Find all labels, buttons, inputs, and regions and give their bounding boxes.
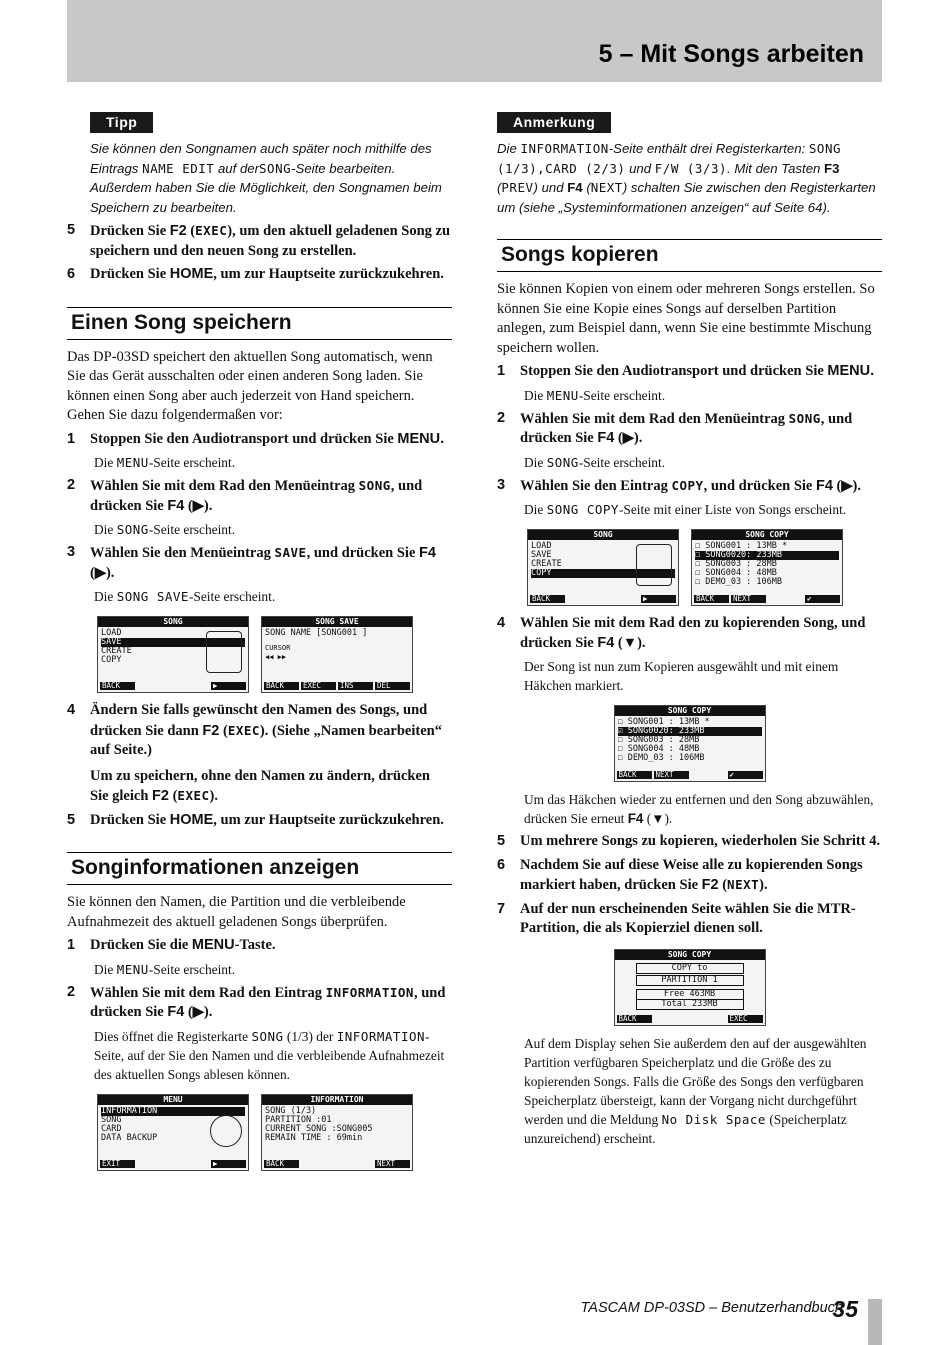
step-result: [524, 1034, 882, 1148]
key-code: EXEC: [177, 788, 210, 803]
right-column: [497, 112, 882, 1152]
step-result: [524, 790, 882, 828]
key-code: COPY: [671, 477, 704, 493]
step-text: (▶).: [187, 1004, 213, 1020]
key-label: F2: [152, 788, 169, 804]
result-code: SONG: [116, 522, 149, 537]
lcd-row: SONG (1/3): [265, 1105, 317, 1116]
step-number: 1: [67, 937, 76, 953]
step-text: , und drücken Sie: [90, 984, 446, 1020]
lcd-information: [261, 1094, 413, 1171]
lcd-row: ☐ SONG001 : 13MB *: [695, 541, 788, 551]
lcd-fkey: EXIT: [100, 1160, 135, 1168]
step-text: Wählen Sie mit dem Rad den Menüeintrag: [90, 478, 356, 494]
step-text: (▶).: [90, 564, 115, 581]
step-text: ), um den aktuell geladenen Song zu speichern und den neuen Song zu erstellen.: [90, 223, 451, 259]
key-label: F4: [816, 477, 833, 494]
lcd-function-bar: [264, 1160, 410, 1168]
step-number: 5: [67, 811, 76, 828]
step-text: Ändern Sie falls gewünscht den Namen des Songs, und drücken Sie dann: [90, 702, 428, 739]
lcd-rows: [262, 627, 412, 664]
lcd-fkey-empty: [137, 1160, 172, 1168]
step-text: ). (Siehe „Namen bearbeiten“ auf Seite.): [90, 722, 442, 758]
lcd-song-copy-checked: [614, 705, 766, 782]
result-code: SONG: [251, 1028, 284, 1044]
tip-text: Sie können den Songnamen auch später noch mithilfe des: [90, 141, 432, 156]
lcd-row: COPY to: [636, 963, 744, 974]
step-item: [67, 936, 452, 956]
lcd-fkey: ▶: [211, 1160, 246, 1168]
step-number: 4: [497, 615, 506, 631]
lcd-song-menu-copy: [527, 529, 679, 606]
step-text: , und drücken Sie: [306, 545, 416, 561]
key-label: MENU.: [827, 363, 875, 379]
page-number: 35: [832, 1296, 858, 1322]
note-text: und: [629, 160, 652, 176]
step-item: [67, 983, 452, 1023]
info-icon: [210, 1115, 242, 1147]
step-number: 4: [67, 702, 76, 718]
tip-code: SONG: [259, 160, 292, 176]
result-text: Dies öffnet die Registerkarte: [94, 1028, 249, 1044]
step-text: Drücken Sie die: [90, 937, 189, 953]
key-label: MENU: [191, 937, 235, 953]
step-text: Wählen Sie den Menüeintrag: [90, 545, 271, 561]
step-item: [67, 543, 452, 583]
lcd-function-bar: [264, 682, 410, 690]
result-code: SONG: [546, 454, 579, 470]
tip-note: [90, 139, 452, 217]
result-text: -Seite erscheint.: [148, 961, 236, 977]
note-code: SONG (1/3),CARD (2/3): [497, 141, 841, 176]
step-number: 6: [67, 266, 76, 282]
step-number: 3: [497, 476, 506, 493]
step-item: [67, 430, 452, 450]
lcd-row: CURRENT SONG :SONG005: [265, 1123, 373, 1134]
result-text: Die: [524, 502, 544, 517]
step-result: [524, 500, 882, 519]
lcd-title: SONG COPY: [692, 530, 842, 540]
key-label: F4: [167, 497, 185, 514]
lcd-song-copy-to: [614, 949, 766, 1026]
step-text: Wählen Sie mit dem Rad den zu kopierenden Song, und drücken Sie: [520, 615, 866, 651]
result-text: (Speicherplatz unzureichend) erscheint.: [524, 1111, 847, 1146]
result-text: -Seite erscheint.: [188, 589, 276, 604]
result-text: Die: [94, 522, 114, 537]
result-text: Die: [94, 589, 114, 604]
lcd-rows: [262, 1105, 412, 1145]
tip-text: -Seite bearbeiten.: [291, 160, 396, 176]
step-text: Drücken Sie: [90, 223, 167, 239]
step-text: Drücken Sie: [90, 266, 167, 282]
lcd-title: SONG COPY: [615, 706, 765, 716]
page-tab: [868, 1299, 882, 1345]
lcd-row: ☐ DEMO_03 : 106MB: [695, 577, 782, 587]
screenshot-row: [497, 949, 882, 1026]
lcd-row: ☐ SONG003 : 28MB: [695, 559, 777, 569]
lcd-song-menu: [97, 616, 249, 693]
step-text: , und drücken Sie: [520, 410, 853, 446]
step-number: 2: [67, 983, 76, 1000]
result-text: -Seite erscheint.: [578, 387, 666, 403]
screenshot-row: [97, 616, 452, 693]
lcd-fkey-empty: [174, 682, 209, 690]
step-result: [94, 520, 452, 539]
step-result: [94, 960, 452, 979]
result-text: -Seite mit einer Liste von Songs erscheint.: [618, 502, 847, 517]
result-text: -Seite erscheint.: [148, 455, 236, 470]
lcd-rows: [615, 960, 765, 1012]
step-item: [497, 900, 882, 939]
lcd-fkey: BACK: [617, 771, 652, 779]
note-text: -Seite enthält drei Registerkarten:: [608, 141, 806, 156]
lcd-fkey: INS: [338, 682, 373, 690]
key-label: F4: [597, 430, 615, 446]
key-label: HOME: [169, 811, 214, 828]
lcd-fkey: BACK: [264, 1160, 299, 1168]
lcd-row: LOAD: [531, 541, 552, 551]
step-number: 1: [67, 430, 76, 447]
lcd-fkey: ▶: [211, 682, 246, 690]
note-text: ) und: [533, 180, 564, 195]
tip-code: NAME EDIT: [142, 160, 215, 176]
step-text: Stoppen Sie den Audiotransport und drücken Sie: [520, 363, 824, 379]
step-item: [67, 811, 452, 831]
result-code: MENU: [546, 387, 579, 403]
note-code: PREV: [501, 180, 534, 195]
paragraph: Das DP-03SD speichert den aktuellen Song automatisch, wenn Sie das Gerät ausschalten oder einen anderen Song laden. Sie können einen Song aber auch jederzeit von Hand speichern. Gehen Sie dazu folgendermaßen vor:: [67, 348, 433, 423]
step-number: 2: [67, 477, 76, 493]
copy-icon: [636, 544, 672, 586]
step-text: (▼).: [617, 634, 646, 651]
lcd-row-selected: INFORMATION: [101, 1107, 245, 1116]
paragraph: Sie können den Namen, die Partition und die verbleibende Aufnahmezeit des aktuell geladenen Songs überprüfen.: [67, 894, 406, 930]
note-text: ) schalten Sie zwischen den Registerkarten um (siehe „Systeminformationen anzeigen“ auf Seite 64).: [497, 180, 876, 215]
step-text: (▶).: [836, 477, 861, 494]
lcd-row-selected: ☑ SONG0020: 233MB: [618, 727, 762, 736]
note-text: (: [497, 180, 502, 195]
result-text: (1/3) der: [286, 1028, 334, 1044]
note-code: F/W (3/3): [654, 160, 728, 176]
lcd-row: SAVE: [531, 550, 552, 560]
step-result: [524, 453, 882, 472]
lcd-row: PARTITION :01: [265, 1114, 332, 1125]
screenshot-row: [497, 705, 882, 782]
step-number-blank: [67, 767, 90, 807]
lcd-row: CURSOR: [265, 644, 291, 652]
key-code: INFORMATION: [325, 984, 414, 1000]
key-label: F4: [167, 1004, 185, 1020]
step-number: 5: [497, 833, 506, 849]
result-text: Die: [524, 454, 544, 470]
step-text: ).: [759, 877, 768, 893]
lcd-title: SONG: [528, 530, 678, 540]
left-column: [67, 112, 452, 1179]
lcd-function-bar: [617, 1015, 763, 1023]
lcd-fkey-empty: [174, 1160, 209, 1168]
step-item: [497, 832, 882, 852]
result-text: Um das Häkchen wieder zu entfernen und den Song abzuwählen, drücken Sie erneut: [524, 792, 874, 826]
lcd-row: SONG NAME [SONG001 ]: [265, 628, 368, 638]
step-result: [94, 453, 452, 472]
step-item: [67, 701, 452, 761]
lcd-row: Free 463MB: [636, 989, 744, 1000]
note-badge: Anmerkung: [497, 112, 611, 133]
result-text: Die: [94, 455, 114, 470]
key-label: F4: [567, 180, 583, 195]
song-icon: [206, 631, 242, 673]
lcd-fkey-empty: [768, 595, 803, 603]
step-text: (: [190, 223, 196, 239]
lcd-row: ☐ SONG003 : 28MB: [617, 735, 700, 745]
lcd-fkey: NEXT: [654, 771, 689, 779]
step-result: [94, 1027, 452, 1084]
step-number: 7: [497, 900, 506, 917]
lcd-fkey: ▶: [641, 595, 676, 603]
key-label: F2: [169, 223, 187, 239]
step-number: 5: [67, 222, 76, 238]
lcd-rows: [615, 716, 765, 765]
lcd-row: ◀◀ ▶▶: [265, 653, 287, 661]
lcd-fkey-empty: [604, 595, 639, 603]
lcd-row: REMAIN TIME : 69min: [265, 1132, 363, 1143]
step-item: [67, 476, 452, 516]
result-text: -Seite, auf der Sie den Namen und die verbleibende Aufnahmezeit des aktuellen Songs ablesen können.: [94, 1028, 445, 1082]
key-label: F3: [824, 160, 840, 176]
tip-text: Außerdem haben Sie die Möglichkeit, den Songnamen beim Speichern zu bearbeiten.: [90, 180, 442, 215]
lcd-function-bar: [530, 595, 676, 603]
lcd-title: MENU: [98, 1095, 248, 1105]
lcd-title: SONG: [98, 617, 248, 627]
lcd-function-bar: [617, 771, 763, 779]
paragraph: Sie können Kopien von einem oder mehreren Songs erstellen. So können Sie eine Kopie eines Songs auf derselben Partition anlegen, zum Beispiel dann, wenn Sie eine bestimmte Mischung speichern wollen.: [497, 281, 875, 356]
step-item: [497, 856, 882, 896]
key-label: F4: [627, 811, 644, 826]
step-text: ).: [209, 788, 218, 804]
note-text: Die: [497, 141, 517, 156]
screenshot-row: [527, 529, 882, 606]
lcd-row: ☐ SONG004 : 48MB: [617, 744, 700, 754]
step-text: Um zu speichern, ohne den Namen zu ändern, drücken Sie gleich: [90, 767, 430, 804]
step-number: 3: [67, 544, 76, 560]
note-code: NEXT: [590, 180, 623, 195]
lcd-fkey: DEL: [375, 682, 410, 690]
lcd-row: ☐ SONG001 : 13MB *: [617, 717, 710, 727]
lcd-fkey: ✔: [805, 595, 840, 603]
result-text: Auf dem Display sehen Sie außerdem den auf der ausgewählten Partition verfügbaren Speicherplatz und die Größe des zu kopierenden Songs. Falls die Größe des Songs den verfügbaren Speicherplatz übersteigt, kann der Vorgang nicht durchgeführt werden und die Meldung: [524, 1035, 867, 1127]
key-label: HOME: [169, 266, 214, 282]
step-text: Auf der nun erscheinenden Seite wählen Sie die MTR-Partition, die als Kopierziel dienen soll.: [520, 900, 856, 936]
key-label: F4: [419, 545, 436, 561]
step-result: Der Song ist nun zum Kopieren ausgewählt und mit einem Häkchen markiert.: [524, 659, 839, 693]
lcd-row: LOAD: [101, 628, 122, 638]
chapter-title: 5 – Mit Songs arbeiten: [598, 40, 864, 68]
step-text: (▶).: [617, 430, 643, 446]
note-text: (: [586, 180, 591, 195]
step-text: Wählen Sie mit dem Rad den Eintrag: [90, 984, 323, 1001]
result-text: (▼).: [646, 811, 673, 826]
step-text: , und drücken Sie: [90, 478, 423, 514]
lcd-row-selected: SAVE: [101, 638, 245, 647]
step-number: 6: [497, 856, 506, 873]
note-text: [497, 139, 882, 217]
step-item: [497, 476, 882, 497]
step-text: Nachdem Sie auf diese Weise alle zu kopierenden Songs markiert haben, drücken Sie: [520, 856, 863, 893]
result-code: SONG COPY: [546, 502, 619, 517]
lcd-row: DATA BACKUP: [101, 1132, 158, 1143]
result-text: Die: [524, 387, 544, 403]
lcd-fkey: BACK: [100, 682, 135, 690]
result-text: Die: [94, 961, 114, 977]
result-code: SONG SAVE: [116, 589, 189, 604]
step-item: [67, 767, 452, 807]
step-text: , und drücken Sie: [703, 477, 813, 494]
section-heading: Songinformationen anzeigen: [67, 852, 452, 885]
footer-text: TASCAM DP-03SD – Benutzerhandbuch: [580, 1300, 843, 1316]
tip-text: Eintrags: [90, 160, 139, 176]
lcd-fkey: ✔: [728, 771, 763, 779]
step-text: (: [222, 722, 228, 739]
key-code: NEXT: [727, 877, 760, 892]
lcd-fkey: EXEC: [301, 682, 336, 690]
lcd-row-selected: ☐ SONG0020: 233MB: [695, 551, 839, 560]
step-result: [524, 386, 882, 405]
lcd-function-bar: [100, 1160, 246, 1168]
step-text: Stoppen Sie den Audiotransport und drücken Sie: [90, 430, 394, 447]
lcd-song-save: [261, 616, 413, 693]
lcd-fkey: BACK: [694, 595, 729, 603]
result-code: MENU: [116, 961, 149, 977]
lcd-title: SONG COPY: [615, 950, 765, 960]
result-code: No Disk Space: [661, 1111, 766, 1127]
lcd-function-bar: [100, 682, 246, 690]
lcd-rows: [692, 540, 842, 589]
step-item: [67, 265, 452, 285]
key-label: F4: [597, 634, 615, 651]
lcd-row: CREATE: [531, 559, 562, 569]
lcd-fkey: NEXT: [731, 595, 766, 603]
section-heading: Songs kopieren: [497, 239, 882, 272]
key-code: SONG: [788, 410, 821, 426]
step-item: [497, 362, 882, 382]
lcd-function-bar: [694, 595, 840, 603]
step-text: Wählen Sie mit dem Rad den Menüeintrag: [520, 410, 786, 427]
lcd-fkey: BACK: [530, 595, 565, 603]
section-heading: Einen Song speichern: [67, 307, 452, 340]
step-number: 1: [497, 363, 506, 379]
step-item: [67, 221, 452, 261]
lcd-row: SONG: [101, 1114, 122, 1125]
lcd-fkey: NEXT: [375, 1160, 410, 1168]
step-item: [497, 409, 882, 449]
lcd-row: CARD: [101, 1123, 122, 1134]
tip-text: auf der: [217, 160, 260, 176]
step-number: 2: [497, 409, 506, 426]
key-code: EXEC: [227, 722, 260, 738]
step-text: -Taste.: [234, 937, 276, 953]
lcd-fkey-empty: [654, 1015, 689, 1023]
lcd-title: SONG SAVE: [262, 617, 412, 627]
lcd-fkey: EXEC: [728, 1015, 763, 1023]
tip-badge: Tipp: [90, 112, 153, 133]
note-code: INFORMATION: [520, 141, 609, 156]
page-header: [67, 0, 882, 82]
lcd-fkey-empty: [567, 595, 602, 603]
step-text: Wählen Sie den Eintrag: [520, 477, 668, 494]
key-code: SONG: [358, 478, 391, 493]
key-label: F2: [202, 722, 220, 739]
lcd-row: ☐ DEMO_03 : 106MB: [617, 753, 705, 763]
lcd-row: COPY: [101, 655, 122, 665]
step-text: (▶).: [187, 497, 213, 514]
key-label: MENU.: [397, 430, 445, 447]
lcd-fkey-empty: [137, 682, 172, 690]
lcd-fkey-empty: [301, 1160, 336, 1168]
lcd-row-selected: COPY: [531, 569, 675, 578]
key-code: EXEC: [195, 223, 228, 238]
note-text: . Mit den Tasten: [727, 160, 821, 176]
lcd-fkey-empty: [691, 1015, 726, 1023]
result-text: -Seite erscheint.: [578, 454, 666, 470]
lcd-fkey: BACK: [617, 1015, 652, 1023]
result-code: MENU: [116, 455, 149, 470]
lcd-row: PARTITION 1: [636, 975, 744, 986]
step-item: [497, 614, 882, 653]
lcd-row: Total 233MB: [636, 1000, 744, 1010]
result-text: -Seite erscheint.: [148, 522, 236, 537]
key-label: F2: [701, 877, 719, 893]
step-result: [94, 587, 452, 606]
key-code: SAVE: [274, 545, 307, 560]
screenshot-row: [97, 1094, 452, 1171]
lcd-song-copy-list: [691, 529, 843, 606]
step-text: (: [722, 877, 728, 893]
step-text: Drücken Sie: [90, 811, 167, 828]
lcd-row: CREATE: [101, 646, 132, 656]
lcd-title: INFORMATION: [262, 1095, 412, 1105]
step-text: , um zur Hauptseite zurückzukehren.: [213, 266, 444, 282]
lcd-fkey-empty: [691, 771, 726, 779]
result-code: INFORMATION: [336, 1028, 426, 1044]
lcd-main-menu: [97, 1094, 249, 1171]
step-text: (: [172, 788, 178, 804]
lcd-fkey-empty: [338, 1160, 373, 1168]
step-text: , um zur Hauptseite zurückzukehren.: [213, 811, 444, 828]
lcd-fkey: BACK: [264, 682, 299, 690]
lcd-row: ☐ SONG004 : 48MB: [695, 568, 777, 578]
step-text: Um mehrere Songs zu kopieren, wiederholen Sie Schritt 4.: [520, 833, 881, 849]
